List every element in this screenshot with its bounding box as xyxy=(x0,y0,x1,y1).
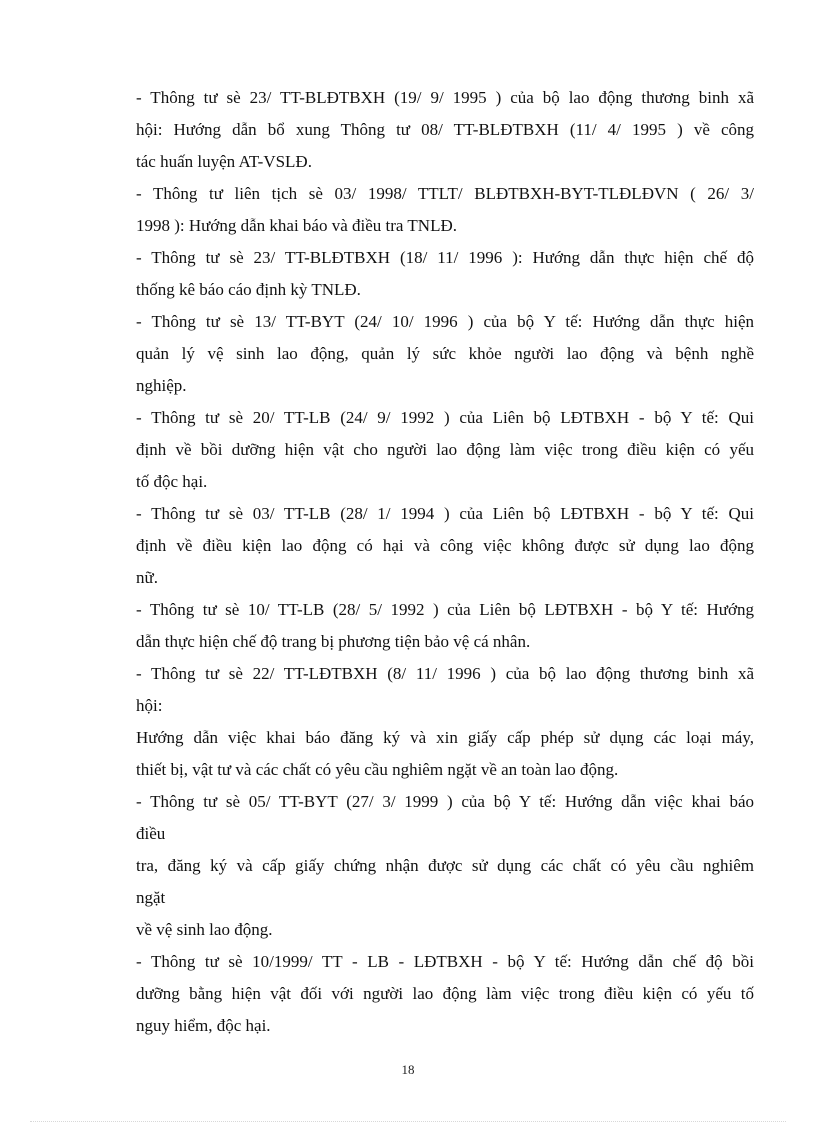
text-line: điều xyxy=(136,824,166,843)
text-line: hội: Hướng dẫn bổ xung Thông tư 08/ TT-BLĐTBXH (11/ 4/ 1995 ) về công xyxy=(136,120,754,139)
text-line: hội: xyxy=(136,696,163,715)
text-line: - Thông tư sè 23/ TT-BLĐTBXH (18/ 11/ 1996 ): Hướng dẫn thực hiện chế độ xyxy=(136,248,754,267)
text-line: tác huấn luyện AT-VSLĐ. xyxy=(136,152,312,171)
text-line: Hướng dẫn việc khai báo đăng ký và xin giấy cấp phép sử dụng các loại máy, xyxy=(136,728,754,747)
text-line: ngặt xyxy=(136,888,166,907)
text-line: dưỡng bằng hiện vật đối với người lao động làm việc trong điều kiện có yếu tố xyxy=(136,984,754,1003)
text-line: - Thông tư sè 03/ TT-LB (28/ 1/ 1994 ) của Liên bộ LĐTBXH - bộ Y tế: Qui xyxy=(136,504,754,523)
text-line: 1998 ): Hướng dẫn khai báo và điều tra TNLĐ. xyxy=(136,216,457,235)
text-line: - Thông tư sè 13/ TT-BYT (24/ 10/ 1996 ) của bộ Y tế: Hướng dẫn thực hiện xyxy=(136,312,754,331)
text-line: thiết bị, vật tư và các chất có yêu cầu nghiêm ngặt về an toàn lao động. xyxy=(136,760,619,779)
text-line: - Thông tư sè 23/ TT-BLĐTBXH (19/ 9/ 1995 ) của bộ lao động thương binh xã xyxy=(136,88,754,107)
text-line: định về điều kiện lao động có hại và công việc không được sử dụng lao động xyxy=(136,536,754,555)
text-line: tố độc hại. xyxy=(136,472,208,491)
text-line: thống kê báo cáo định kỳ TNLĐ. xyxy=(136,280,361,299)
text-line: - Thông tư sè 22/ TT-LĐTBXH (8/ 11/ 1996 ) của bộ lao động thương binh xã xyxy=(136,664,754,683)
text-line: về vệ sinh lao động. xyxy=(136,920,273,939)
document-body xyxy=(136,82,754,1042)
text-line: tra, đăng ký và cấp giấy chứng nhận được sử dụng các chất có yêu cầu nghiêm xyxy=(136,856,754,875)
page-number: 18 xyxy=(401,1062,415,1077)
text-line: nghiệp. xyxy=(136,376,187,395)
text-line: nguy hiểm, độc hại. xyxy=(136,1016,271,1035)
text-line: định về bồi dưỡng hiện vật cho người lao động làm việc trong điều kiện có yếu xyxy=(136,440,754,459)
text-line: - Thông tư sè 10/1999/ TT - LB - LĐTBXH - bộ Y tế: Hướng dẫn chế độ bồi xyxy=(136,952,754,971)
text-line: - Thông tư sè 20/ TT-LB (24/ 9/ 1992 ) của Liên bộ LĐTBXH - bộ Y tế: Qui xyxy=(136,408,754,427)
page-bottom-rule xyxy=(30,1121,786,1122)
text-line: quản lý vệ sinh lao động, quản lý sức khỏe người lao động và bệnh nghề xyxy=(136,344,754,363)
text-line: nữ. xyxy=(136,568,158,587)
text-line: dẫn thực hiện chế độ trang bị phương tiện bảo vệ cá nhân. xyxy=(136,632,531,651)
text-line: - Thông tư sè 10/ TT-LB (28/ 5/ 1992 ) của Liên bộ LĐTBXH - bộ Y tế: Hướng xyxy=(136,600,754,619)
text-line: - Thông tư sè 05/ TT-BYT (27/ 3/ 1999 ) của bộ Y tế: Hướng dẫn việc khai báo xyxy=(136,792,754,811)
text-line: - Thông tư liên tịch sè 03/ 1998/ TTLT/ BLĐTBXH-BYT-TLĐLĐVN ( 26/ 3/ xyxy=(136,184,754,203)
